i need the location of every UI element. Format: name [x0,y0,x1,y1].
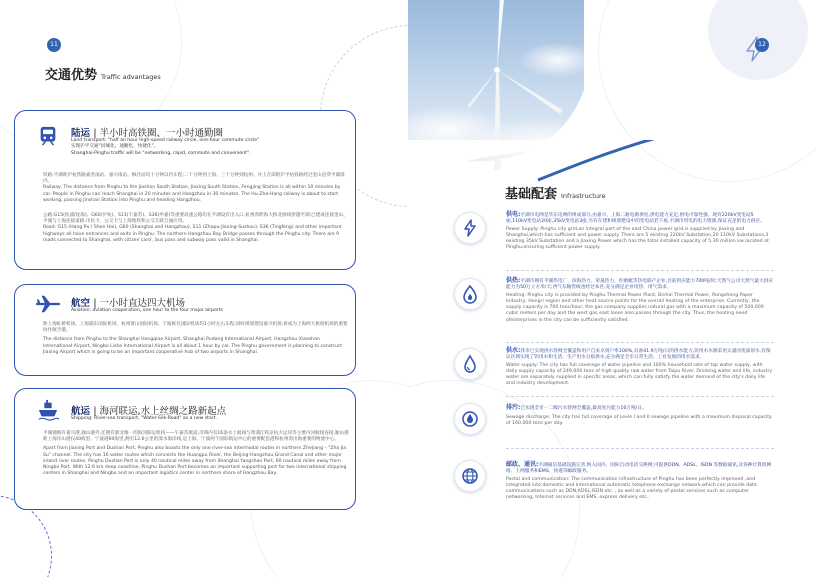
power-zh: 平湖市电网是华东电网的组成部分,由嘉兴、上海二路电源供电,供电能力充足,供电可靠性强。现有220kV变电站5座,110kV变电站20座,35kV变电站3座,另有在建和规划建设中的变电站若干座,平湖市用电的电力资源,保证充足的电力供应。 [506,213,765,225]
postal-en: Postal and communication: The communication infrastructure of Pinghu has been perfectly improved ,and integrated into domestic and international automatic telephone exchange network,which can provide data communications such as DDN,ADSL,ISDN etc. , as well as a variety of postal services such as computer networking, Internet services and EMS, express delivery etc.. [506,477,757,501]
water-icon-badge [454,348,486,380]
power-supply-text [506,212,774,252]
ship-title-sub: | 海河联运,水上丝绸之路新起点 [93,406,227,417]
land-transport-card [14,110,356,270]
railway-zh: 铁路:平湖距沪杭铁路嘉善南站、嘉兴南站、枫泾站均十分钟以内车程;二十分钟到上海、三十分钟到杭州。并上在即的沪平杭铁路经过金山直穿平湖境内。 [43,173,345,185]
heating-zh: 平湖市拥有平湖热电厂、滨海热力、荣晟热力、红蜻蜓等热电联产企业,目前供应能力700吨/时;天然气公司天然气最大供应能力为50万立方米/天;西气东输管线也经过本区,充分满足企业用热、用气需求。 [506,279,774,291]
land-sub-en2: Shanghai-Pinghu traffic will be "networking, rapid, commute and convenient". [71,150,251,156]
land-sub-en: Land transport: "half an hour high-speed railway circle, one-hour commute circle" [71,138,260,143]
air-en: The distance from Pinghu to the Shanghai Hongqiao Airport, Shanghai Pudong International Airport, Hangzhou Xiaoshan International Airport, Ningbo Lishe International Airport is all about 1 hour by car. The Pinghu government is planning to construct Jiaxing Airport which is going to be an important cooperative hub of two airports in Shanghai. [43,337,343,355]
ship-en: Apart from Jiaxing Port and Dushan Port, Pinghu also boasts the only one river-sea intermodal routes in northern Zhejiang – "Zha Jia Su" channel. The city has 16 water routes which connects the Huangpu River, the Beijing-Hangzhou Grand Canal and other major inland river routes. Pinghu Dushan Port is only 40 nautical miles away from Shanghai Yangshan Port, 60 nautical miles away from Ningbo Port. With 12.6 km deep coastline, Pinghu Dushan Port becomes an important supporting port for two international shipping centers in Shanghai and Ningbo and an important logistics center in northern shore of Hangzhou Bay. [43,446,347,477]
water-label: 供水: [506,347,521,354]
decorative-swoosh [408,140,816,200]
sewage-icon-badge [454,403,486,435]
page-number: 11 [47,38,61,52]
ship-zh: 平湖独拥有嘉兴港,独山港外,还拥有浙北唯一的海河联运机构——乍嘉苏航道,市域内有16条水上航线与黄浦江和京杭大运河等主要内河航线连接,独山港距上海洋山港仅40海里、宁波港60海里,拥有12.6公里的深水海岸线,是上海、宁波两个国际航运中心的重要配套港和杭州湾出海重要的物流中心。 [43,431,349,443]
section-title-zh: 基础配套 [505,187,558,202]
power-label: 供电: [506,211,521,218]
divider [506,270,774,271]
water-zh: 我市已实现供水管网全覆盖和用户自来水到户率100%,具备41.9万吨/日的供水能力,饮用水水源采用太浦河优质原水,有保证区域实现了饮用水和生活、生产用水分质供水,充分满足全市日常生活、工业发展的用水需求。 [506,349,771,361]
heating-label: 供热: [506,277,521,284]
road-zh: 公路:G15(杭浦/沈海)、G60(沪杭)、S11(乍嘉苏)、S36(申嘉)等重要高速公路均在平湖设有出入口,杭州湾跨海大桥北接线穿越平湖;已建成连接金山、平湖与上海连接道路:市民卡、公交卡与上海地铁和公交互联互通应用。 [43,213,348,225]
ship-title [71,403,226,417]
heating-icon-badge [454,278,486,310]
air-paragraph [43,322,349,356]
sewage-icon [460,409,480,429]
land-title [71,125,223,139]
train-icon [37,125,59,147]
sewage-text [506,405,774,427]
section-title-zh: 交通优势 [45,68,98,83]
air-title [71,295,185,309]
sewage-en: Sewage discharge: The city has full coverage of Levle I and II sewage pipeline with a maximum disposal capacity of 160,000 tons per day. [506,415,772,427]
heating-text [506,278,774,324]
air-sub-en: Aviation: aviation cooperation, one hour to the four major airports [71,308,223,313]
postal-text [506,462,774,502]
ship-icon [37,399,59,421]
land-subtitle [71,138,351,157]
railway-paragraph [43,173,349,204]
section-title-en: Traffic advantages [101,73,161,81]
right-page [408,0,816,577]
lightning-icon [460,218,480,238]
section-title [45,64,161,83]
land-title-zh: 陆运 [71,128,91,139]
postal-icon-badge [454,460,486,492]
land-title-sub: | 半小时高铁圈、一小时通勤圈 [93,128,224,139]
divider [506,448,774,449]
globe-icon [460,466,480,486]
divider [506,396,774,397]
road-en: Road: G15 (Hang Pu / Shen Hai), G60 (Shanghai and Hangzhou), S11 (Zhapu-Jiaxing-Suzhou), S36 (Tingfeng) and other important highways all have entrances and exits in Pinghu. The northern Hangzhou Bay Bridge passes through the Pinghu city. There are 9 roads connected to Shanghai, with citizen card , bus pass and subway pass valid in Shanghai. [43,225,342,243]
air-title-sub: | 一小时直达四大机场 [93,298,186,309]
water-supply-text [506,348,774,388]
shipping-card [14,388,356,510]
page-number: 12 [755,38,769,52]
power-icon-badge [454,212,486,244]
heating-en: Heating: Pinghu city is provided by Pinghu Thermal Power Plant, Binhai Thermal Power, Rongsheng Paper Industry, Hongri region and other heat source points for the overall heating of the enterprise. Currently, the supply capacity is 700 tons/hour, the gas company supplies natural gas with a maximum capacity of 500,000 cubic meters per day and the west gas east loose also passes through the city. Thus, the heating need ofenterprises in the city can be sufficiently satisfied. [506,293,764,323]
aviation-card [14,284,356,376]
road-paragraph [43,213,349,244]
sewage-zh: 已实现全市一二级污水管网全覆盖,最高处污能力16万吨/日。 [520,406,647,411]
land-sub-zh: 实现沪平交通“同城化、通勤化、快捷化”。 [71,144,159,150]
ship-sub-en: Shipping: River-sea transport, "Water-Silk-Road" as a new start. [71,416,217,421]
postal-zh: 平湖通信基础设施完善,纳入国内、国际自动电话交换网;可提供DDN、ADSL、ISDN 等数据通讯,及各种计算机网络、上网服务和EMS、快递等邮政服务。 [506,463,772,475]
air-zh: 距上海虹桥机场、上海浦东国际机场、杭州萧山国际机场、宁波栎社国际机场均1小时左右车程;同时规划建设嘉兴机场,将成为上海两大枢纽机场的重要协作航空港。 [43,322,348,334]
postal-label: 邮政、通讯: [506,461,539,468]
sewage-label: 排污: [506,404,521,411]
railway-en: Railway: The distance from Pinghu to the Jiashan South Station, Jiaxing South Station, Fengjing Station is all within 10 minutes by car. People in Pinghu can reach Shanghai in 20 minutes and Hangzhou in 30 minutes. The Hu-Zha-Hang railway is about to start working, passing Jinshan Station into Pinghu and heading Hangzhou. [43,185,341,203]
ship-paragraph [43,431,349,477]
section-title [505,183,606,202]
power-en: Power Supply: Pinghu city grid,an integral part of the east China power grid,is supplied by Jiaxing and Shanghai,which has sufficient and power supply. There are 5 existing 220kV Substation,20 110kV Substations,3 existing 35kV Substation and a Jiaxing Power which has the total installed capacity of 5.30 million kw located at Pinghu,ensuring sufficient power supply. [506,227,769,251]
divider [506,342,774,343]
airplane-icon [35,293,61,315]
ship-title-zh: 航运 [71,406,91,417]
flame-icon [460,284,480,304]
water-drop-icon [460,354,480,374]
water-en: Water supply: The city has full coverage of water pipeline and 100% household rate of tap water supply, with daily supply capacity of 249,000 tons of high quality raw water from Taipu River. Drinking water and life, industry water are separately supplied in specific areas, which can fully satisfy the water demand of the city's daily life and industry development. [506,363,773,387]
section-title-en: Infrastructure [561,192,606,200]
air-title-zh: 航空 [71,298,91,309]
